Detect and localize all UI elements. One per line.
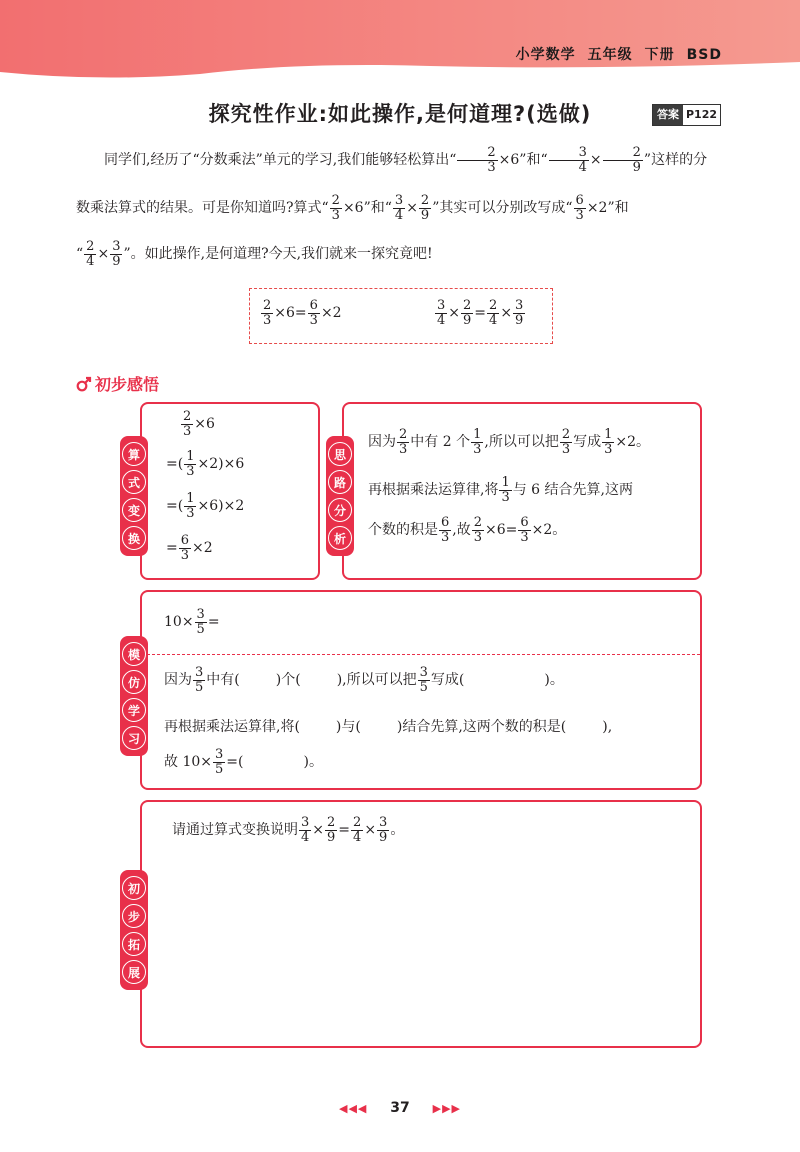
header-edition: BSD xyxy=(686,47,722,63)
label-imitation: 模 仿 学 习 xyxy=(120,636,148,756)
header-info xyxy=(504,44,722,64)
page-number: 37 xyxy=(390,1100,410,1116)
example-box xyxy=(249,288,553,344)
imitation-line-1: 因为 $\frac{3}{5}$ 中有( )个( ),所以可以把 $\frac{3}{5}$ 写成( )。 xyxy=(164,665,564,695)
answer-tag[interactable] xyxy=(652,104,721,126)
imitation-divider xyxy=(142,654,700,655)
label-formula-transform: 算 式 变 换 xyxy=(120,436,148,556)
prev-arrows-icon: ◀◀◀ xyxy=(338,1102,368,1115)
intro-line-1: 同学们,经历了“分数乘法”单元的学习,我们能够轻松算出“ $\frac{2}{3}$ ×6”和“ $\frac{3}{4}$ × $\frac{2}{9}$ ”这样的分 xyxy=(104,145,708,175)
reasoning-line-2: 再根据乘法运算律,将 $\frac{1}{3}$ 与 6 结合先算,这两 xyxy=(368,475,633,505)
formula-transform-box xyxy=(140,402,320,580)
extension-box[interactable] xyxy=(140,800,702,1048)
transform-line-2: =( $\frac{1}{3}$ ×2)×6 xyxy=(166,449,245,479)
intro-line-3: “ $\frac{2}{4}$ × $\frac{3}{9}$ ”。如此操作,是何道理?今天,我们就来一探究竟吧! xyxy=(76,239,433,269)
imitation-line-3: 故 10× $\frac{3}{5}$ =( )。 xyxy=(164,747,323,777)
example-left: $\frac{2}{3}$ ×6= $\frac{6}{3}$ ×2 xyxy=(263,298,342,328)
example-right: $\frac{3}{4}$ × $\frac{2}{9}$ = $\frac{2}{4}$ × $\frac{3}{9}$ xyxy=(437,298,524,328)
answer-tag-label: 答案 xyxy=(653,105,683,125)
page-footer xyxy=(0,1100,800,1116)
reasoning-box xyxy=(342,402,702,580)
next-arrows-icon: ▶▶▶ xyxy=(432,1102,461,1115)
gender-symbol-icon xyxy=(76,376,92,392)
extension-prompt: 请通过算式变换说明 $\frac{3}{4}$ × $\frac{2}{9}$ = $\frac{2}{4}$ × $\frac{3}{9}$ 。 xyxy=(172,815,405,845)
label-extension: 初 步 拓 展 xyxy=(120,870,148,990)
intro-line-2: 数乘法算式的结果。可是你知道吗?算式“ $\frac{2}{3}$ ×6”和“ $\frac{3}{4}$ × $\frac{2}{9}$ ”其实可以分别改写成“ $\frac{6}{3}$ ×2”和 xyxy=(76,193,629,223)
page-title: 探究性作业:如此操作,是何道理?(选做) xyxy=(208,102,592,126)
header-banner xyxy=(0,0,800,80)
header-subject: 小学数学 xyxy=(515,47,576,63)
transform-line-3: =( $\frac{1}{3}$ ×6)×2 xyxy=(166,491,245,521)
answer-tag-page: P122 xyxy=(686,108,718,121)
header-grade: 五年级 xyxy=(587,47,633,63)
transform-line-1: $\frac{2}{3}$ ×6 xyxy=(183,409,215,439)
label-reasoning: 思 路 分 析 xyxy=(326,436,354,556)
reasoning-line-3: 个数的积是 $\frac{6}{3}$ ,故 $\frac{2}{3}$ ×6= $\frac{6}{3}$ ×2。 xyxy=(368,515,567,545)
imitation-box xyxy=(140,590,702,790)
header-volume: 下册 xyxy=(644,47,675,63)
imitation-line-2: 再根据乘法运算律,将( )与( )结合先算,这两个数的积是( ), xyxy=(164,719,613,735)
reasoning-line-1: 因为 $\frac{2}{3}$ 中有 2 个 $\frac{1}{3}$ ,所以可以把 $\frac{2}{3}$ 写成 $\frac{1}{3}$ ×2。 xyxy=(368,427,651,457)
section-heading: 初步感悟 xyxy=(76,372,159,395)
transform-line-4: = $\frac{6}{3}$ ×2 xyxy=(166,533,213,563)
imitation-expression: 10× $\frac{3}{5}$ = xyxy=(164,607,220,637)
